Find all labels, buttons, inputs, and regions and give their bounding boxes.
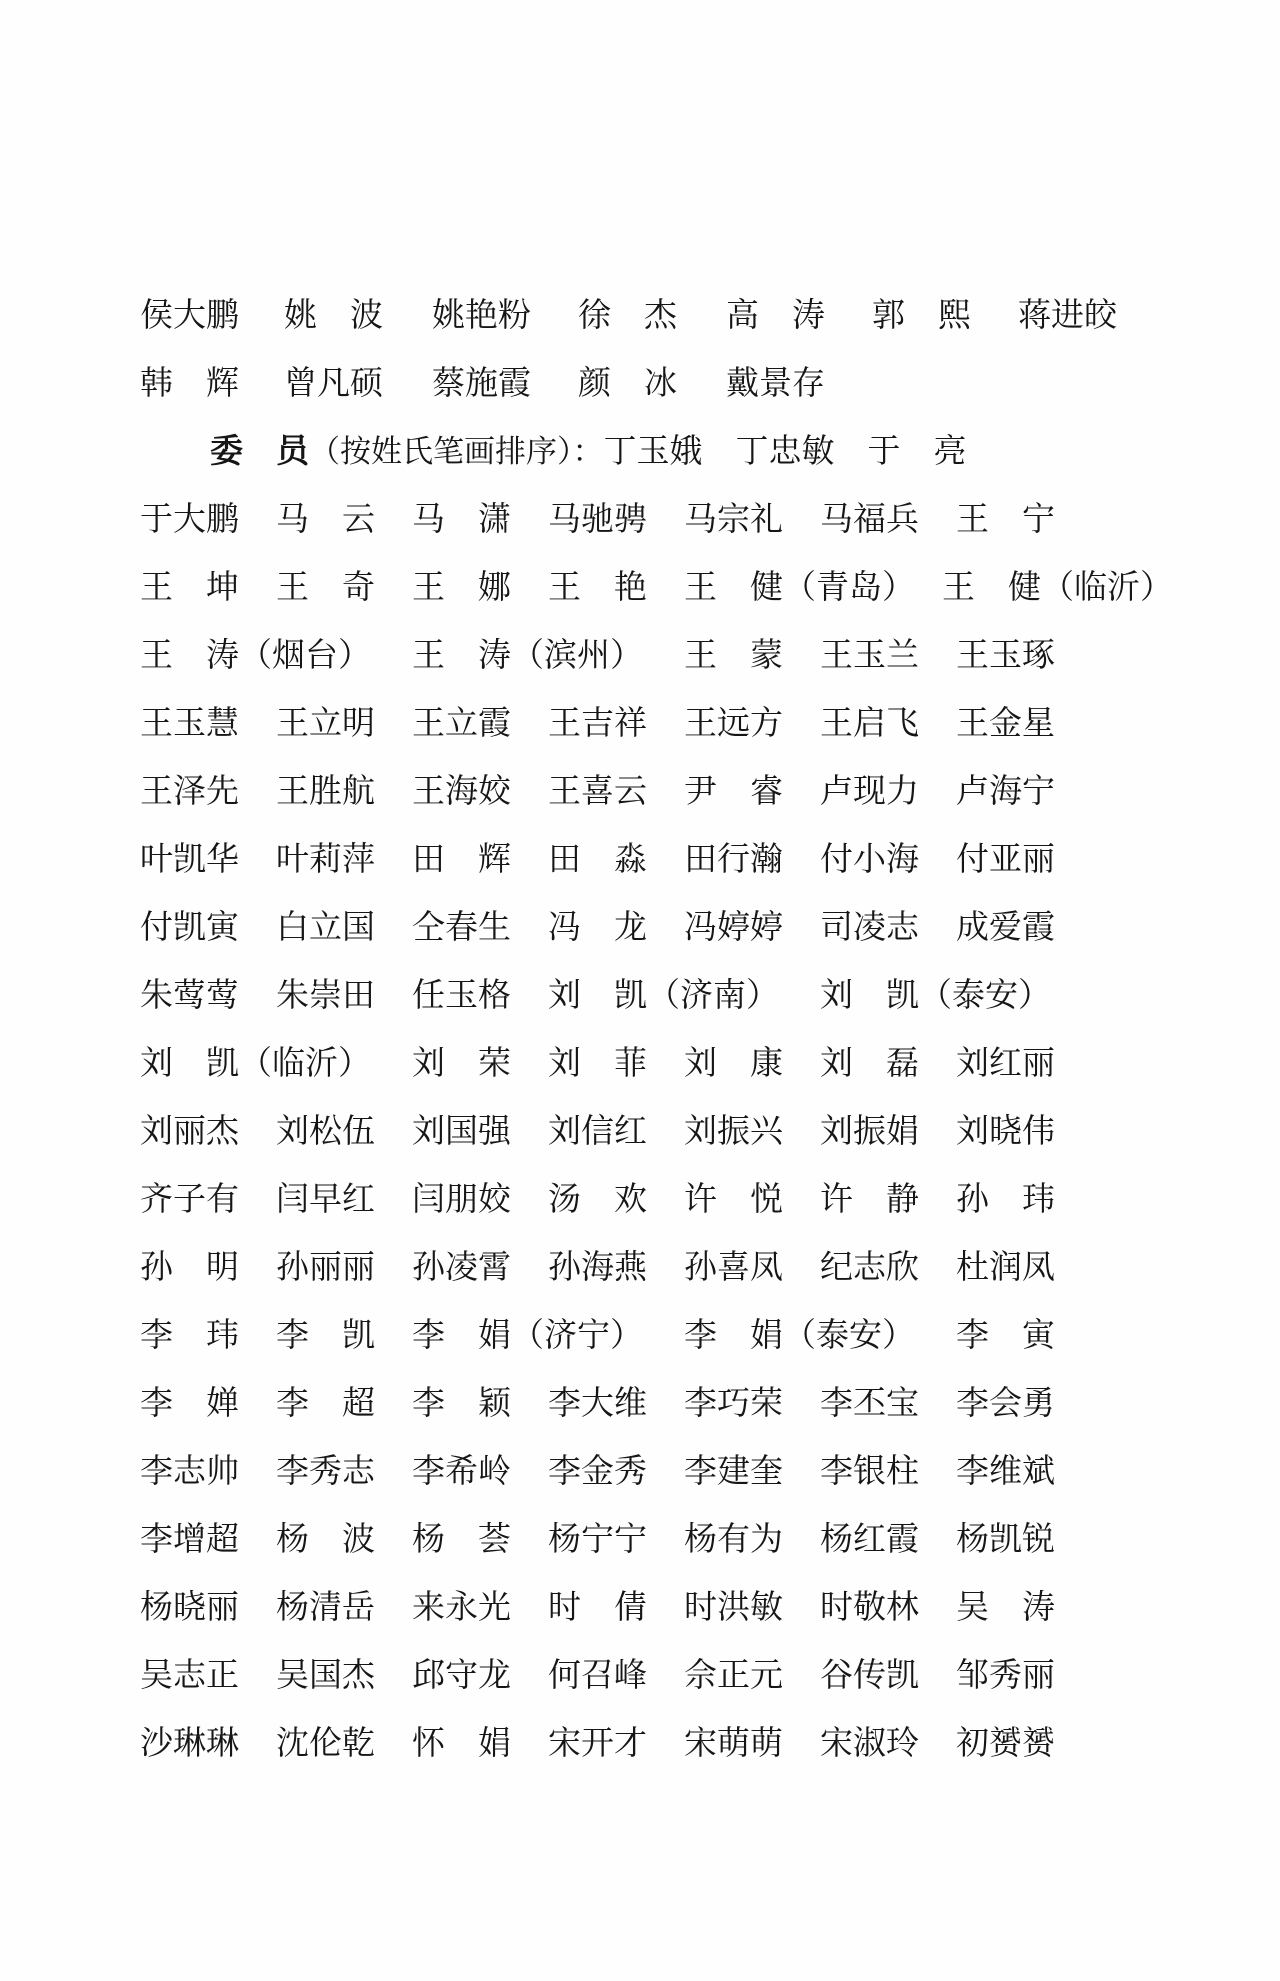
name-cell: 王胜航 — [276, 771, 375, 810]
name-cell: 王 涛（滨州） — [412, 635, 643, 674]
name-cell: 王海姣 — [412, 771, 511, 810]
name-cell: 杨红霞 — [820, 1519, 919, 1558]
name-cell: 李 凯 — [276, 1315, 375, 1354]
name-cell: 王 艳 — [548, 567, 647, 606]
members-intro — [210, 426, 967, 476]
name-cell: 王泽先 — [140, 771, 239, 810]
members-label: 委 员 — [210, 431, 309, 470]
name-cell: 王 健（青岛） — [684, 567, 915, 606]
name-cell: 冯 龙 — [548, 907, 647, 946]
name-cell: 邱守龙 — [412, 1655, 511, 1694]
name-cell: 李 寅 — [956, 1315, 1055, 1354]
name-cell: 戴景存 — [726, 363, 825, 402]
name-cell: 李 颖 — [412, 1383, 511, 1422]
name-cell: 马驰骋 — [548, 499, 647, 538]
name-cell: 李 娟（济宁） — [412, 1315, 643, 1354]
name-cell: 叶凯华 — [140, 839, 239, 878]
name-cell: 孙凌霄 — [412, 1247, 511, 1286]
name-cell: 怀 娟 — [412, 1723, 511, 1762]
name-cell: 杨晓丽 — [140, 1587, 239, 1626]
name-cell: 时敬林 — [820, 1587, 919, 1626]
name-cell: 闫朋姣 — [412, 1179, 511, 1218]
name-cell: 王 健（临沂） — [942, 567, 1173, 606]
name-cell: 李 娟（泰安） — [684, 1315, 915, 1354]
name-cell: 侯大鹏 — [140, 295, 239, 334]
name-cell: 马宗礼 — [684, 499, 783, 538]
name-cell: 王 坤 — [140, 567, 239, 606]
name-cell: 田行瀚 — [684, 839, 783, 878]
name-cell: 王 娜 — [412, 567, 511, 606]
name-cell: 马福兵 — [820, 499, 919, 538]
name-cell: 于大鹏 — [140, 499, 239, 538]
name-cell: 孙海燕 — [548, 1247, 647, 1286]
name-cell: 吴志正 — [140, 1655, 239, 1694]
name-cell: 杨清岳 — [276, 1587, 375, 1626]
name-cell: 叶莉萍 — [276, 839, 375, 878]
name-cell: 汤 欢 — [548, 1179, 647, 1218]
name-cell: 佘正元 — [684, 1655, 783, 1694]
name-cell: 丁忠敏 — [735, 431, 835, 470]
name-cell: 吴国杰 — [276, 1655, 375, 1694]
name-cell: 王喜云 — [548, 771, 647, 810]
name-cell: 李秀志 — [276, 1451, 375, 1490]
name-cell: 李 超 — [276, 1383, 375, 1422]
name-cell: 王远方 — [684, 703, 783, 742]
name-cell: 刘国强 — [412, 1111, 511, 1150]
name-cell: 付亚丽 — [956, 839, 1055, 878]
name-cell: 朱崇田 — [276, 975, 375, 1014]
name-cell: 王 宁 — [956, 499, 1055, 538]
name-cell: 齐子有 — [140, 1179, 239, 1218]
name-cell: 孙丽丽 — [276, 1247, 375, 1286]
name-cell: 于 亮 — [867, 431, 967, 470]
name-cell: 马 云 — [276, 499, 375, 538]
name-cell: 刘 凯（临沂） — [140, 1043, 371, 1082]
name-cell: 李增超 — [140, 1519, 239, 1558]
name-cell: 李希岭 — [412, 1451, 511, 1490]
name-cell: 刘振兴 — [684, 1111, 783, 1150]
name-cell: 成爱霞 — [956, 907, 1055, 946]
name-cell: 刘晓伟 — [956, 1111, 1055, 1150]
name-cell: 曾凡硕 — [284, 363, 383, 402]
name-cell: 蔡施霞 — [432, 363, 531, 402]
name-cell: 刘 磊 — [820, 1043, 919, 1082]
name-cell: 纪志欣 — [820, 1247, 919, 1286]
name-cell: 闫早红 — [276, 1179, 375, 1218]
name-cell: 刘松伍 — [276, 1111, 375, 1150]
name-cell: 杨有为 — [684, 1519, 783, 1558]
name-cell: 冯婷婷 — [684, 907, 783, 946]
name-cell: 王吉祥 — [548, 703, 647, 742]
name-cell: 何召峰 — [548, 1655, 647, 1694]
name-cell: 徐 杰 — [578, 295, 677, 334]
name-cell: 谷传凯 — [820, 1655, 919, 1694]
name-cell: 初赟赟 — [956, 1723, 1055, 1762]
name-cell: 丁玉娥 — [603, 431, 703, 470]
name-cell: 付凯寅 — [140, 907, 239, 946]
name-cell: 李维斌 — [956, 1451, 1055, 1490]
name-cell: 尹 睿 — [684, 771, 783, 810]
name-cell: 白立国 — [276, 907, 375, 946]
name-cell: 刘 菲 — [548, 1043, 647, 1082]
name-cell: 杜润凤 — [956, 1247, 1055, 1286]
name-cell: 沈伦乾 — [276, 1723, 375, 1762]
name-cell: 姚艳粉 — [432, 295, 531, 334]
name-cell: 刘 荣 — [412, 1043, 511, 1082]
name-cell: 仝春生 — [412, 907, 511, 946]
name-cell: 马 潇 — [412, 499, 511, 538]
name-cell: 杨 波 — [276, 1519, 375, 1558]
name-cell: 颜 冰 — [578, 363, 677, 402]
name-cell: 杨 荟 — [412, 1519, 511, 1558]
name-cell: 卢现力 — [820, 771, 919, 810]
name-cell: 王玉慧 — [140, 703, 239, 742]
name-cell: 刘 康 — [684, 1043, 783, 1082]
name-cell: 刘丽杰 — [140, 1111, 239, 1150]
name-cell: 李会勇 — [956, 1383, 1055, 1422]
name-cell: 韩 辉 — [140, 363, 239, 402]
name-cell: 王立明 — [276, 703, 375, 742]
name-cell: 王金星 — [956, 703, 1055, 742]
name-cell: 来永光 — [412, 1587, 511, 1626]
name-cell: 王 奇 — [276, 567, 375, 606]
name-cell: 刘 凯（泰安） — [820, 975, 1051, 1014]
name-cell: 宋开才 — [548, 1723, 647, 1762]
name-cell: 李建奎 — [684, 1451, 783, 1490]
name-cell: 田 辉 — [412, 839, 511, 878]
name-cell: 宋萌萌 — [684, 1723, 783, 1762]
name-cell: 王启飞 — [820, 703, 919, 742]
name-cell: 李 玮 — [140, 1315, 239, 1354]
name-cell: 刘振娟 — [820, 1111, 919, 1150]
name-cell: 沙琳琳 — [140, 1723, 239, 1762]
name-cell: 王玉兰 — [820, 635, 919, 674]
name-cell: 李大维 — [548, 1383, 647, 1422]
name-cell: 杨宁宁 — [548, 1519, 647, 1558]
name-cell: 宋淑玲 — [820, 1723, 919, 1762]
name-cell: 蒋进皎 — [1018, 295, 1117, 334]
name-cell: 孙 明 — [140, 1247, 239, 1286]
name-cell: 李 婵 — [140, 1383, 239, 1422]
name-cell: 高 涛 — [726, 295, 825, 334]
name-cell: 付小海 — [820, 839, 919, 878]
name-cell: 姚 波 — [284, 295, 383, 334]
name-cell: 吴 涛 — [956, 1587, 1055, 1626]
name-cell: 田 淼 — [548, 839, 647, 878]
name-cell: 司凌志 — [820, 907, 919, 946]
name-cell: 朱莺莺 — [140, 975, 239, 1014]
name-cell: 时洪敏 — [684, 1587, 783, 1626]
name-cell: 王 蒙 — [684, 635, 783, 674]
name-cell: 王立霞 — [412, 703, 511, 742]
name-cell: 王玉琢 — [956, 635, 1055, 674]
name-cell: 刘信红 — [548, 1111, 647, 1150]
name-cell: 时 倩 — [548, 1587, 647, 1626]
name-cell: 李巧荣 — [684, 1383, 783, 1422]
name-cell: 刘红丽 — [956, 1043, 1055, 1082]
name-cell: 孙喜凤 — [684, 1247, 783, 1286]
members-sort-note: （按姓氏笔画排序）： — [309, 434, 604, 470]
name-cell: 许 静 — [820, 1179, 919, 1218]
name-cell: 邹秀丽 — [956, 1655, 1055, 1694]
name-cell: 任玉格 — [412, 975, 511, 1014]
name-cell: 李金秀 — [548, 1451, 647, 1490]
name-cell: 李丕宝 — [820, 1383, 919, 1422]
name-cell: 许 悦 — [684, 1179, 783, 1218]
name-cell: 刘 凯（济南） — [548, 975, 779, 1014]
name-cell: 郭 熙 — [872, 295, 971, 334]
name-cell: 李银柱 — [820, 1451, 919, 1490]
name-cell: 孙 玮 — [956, 1179, 1055, 1218]
name-cell: 杨凯锐 — [956, 1519, 1055, 1558]
name-cell: 卢海宁 — [956, 771, 1055, 810]
name-cell: 李志帅 — [140, 1451, 239, 1490]
name-cell: 王 涛（烟台） — [140, 635, 371, 674]
